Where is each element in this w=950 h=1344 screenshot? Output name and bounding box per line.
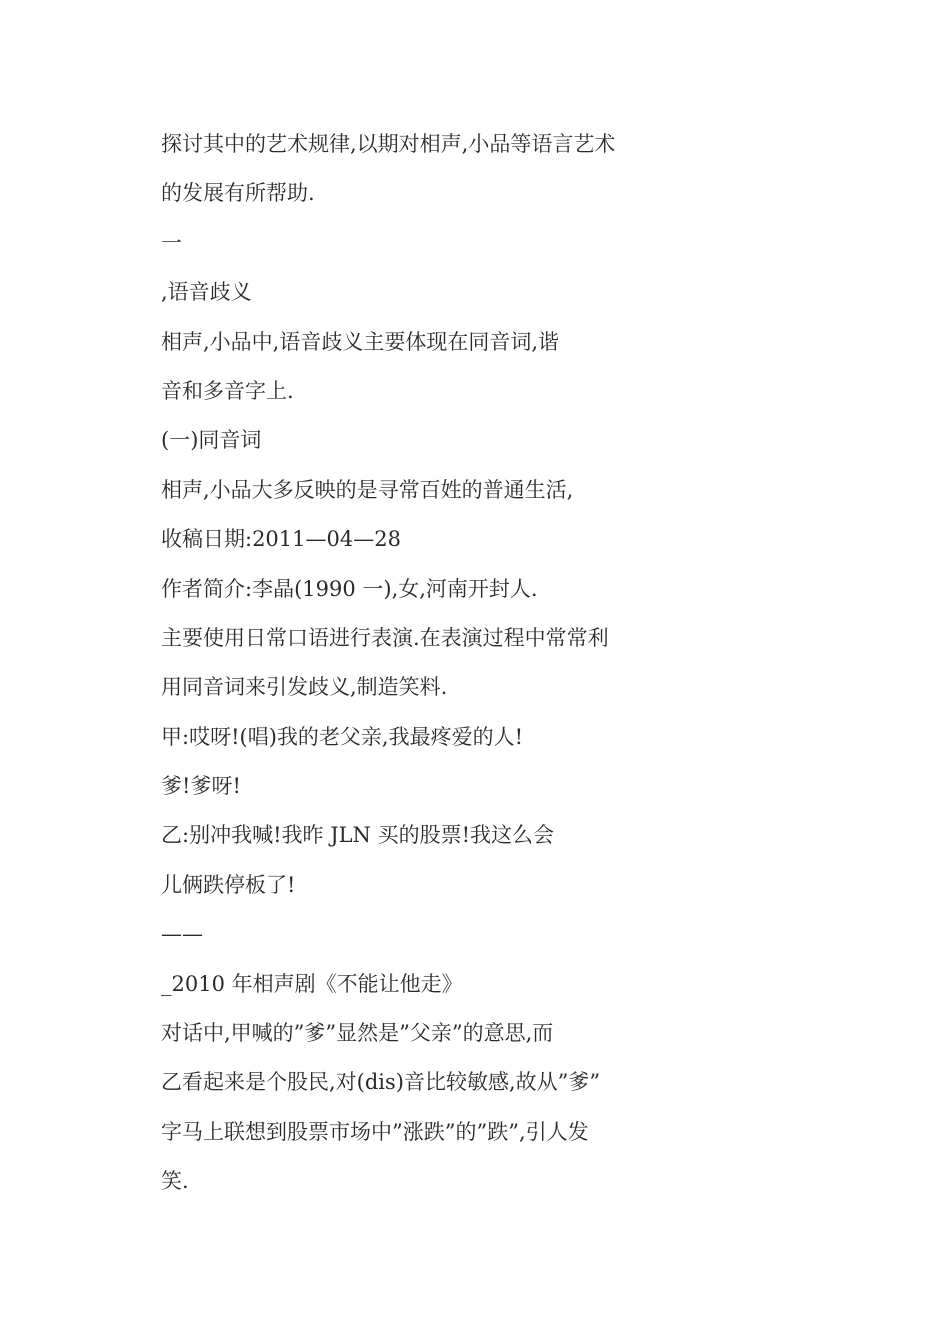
text-line: 用同音词来引发歧义,制造笑料. xyxy=(161,675,448,700)
text-line: 音和多音字上. xyxy=(161,378,294,403)
section-heading: ,语音歧义 xyxy=(161,280,252,305)
text-line: 主要使用日常口语进行表演.在表演过程中常常利 xyxy=(161,625,609,650)
subsection-heading: (一)同音词 xyxy=(161,428,262,453)
section-number: 一 xyxy=(161,230,182,255)
document-body xyxy=(161,120,801,1207)
dash-separator: —— xyxy=(161,922,203,947)
dialogue-line: 爹!爹呀! xyxy=(161,774,241,799)
source-citation: _2010 年相声剧《不能让他走》 xyxy=(161,971,463,996)
text-line: 对话中,甲喊的”爹”显然是”父亲”的意思,而 xyxy=(161,1021,554,1046)
text-line: 笑. xyxy=(161,1169,189,1194)
text-line: 乙看起来是个股民,对(dis)音比较敏感,故从”爹” xyxy=(161,1070,601,1095)
dialogue-line: 甲:哎呀!(唱)我的老父亲,我最疼爱的人! xyxy=(161,724,524,749)
text-line: 相声,小品中,语音歧义主要体现在同音词,谐 xyxy=(161,329,560,354)
text-line: 的发展有所帮助. xyxy=(161,181,315,206)
text-line: 相声,小品大多反映的是寻常百姓的普通生活, xyxy=(161,477,574,502)
received-date: 收稿日期:2011—04—28 xyxy=(161,527,401,552)
text-line: 字马上联想到股票市场中”涨跌”的”跌”,引人发 xyxy=(161,1119,589,1144)
author-bio: 作者简介:李晶(1990 一),女,河南开封人. xyxy=(161,576,538,601)
dialogue-line: 乙:别冲我喊!我昨 JLN 买的股票!我这么会 xyxy=(161,823,555,848)
text-line: 探讨其中的艺术规律,以期对相声,小品等语言艺术 xyxy=(161,132,616,156)
dialogue-line: 儿俩跌停板了! xyxy=(161,872,296,897)
